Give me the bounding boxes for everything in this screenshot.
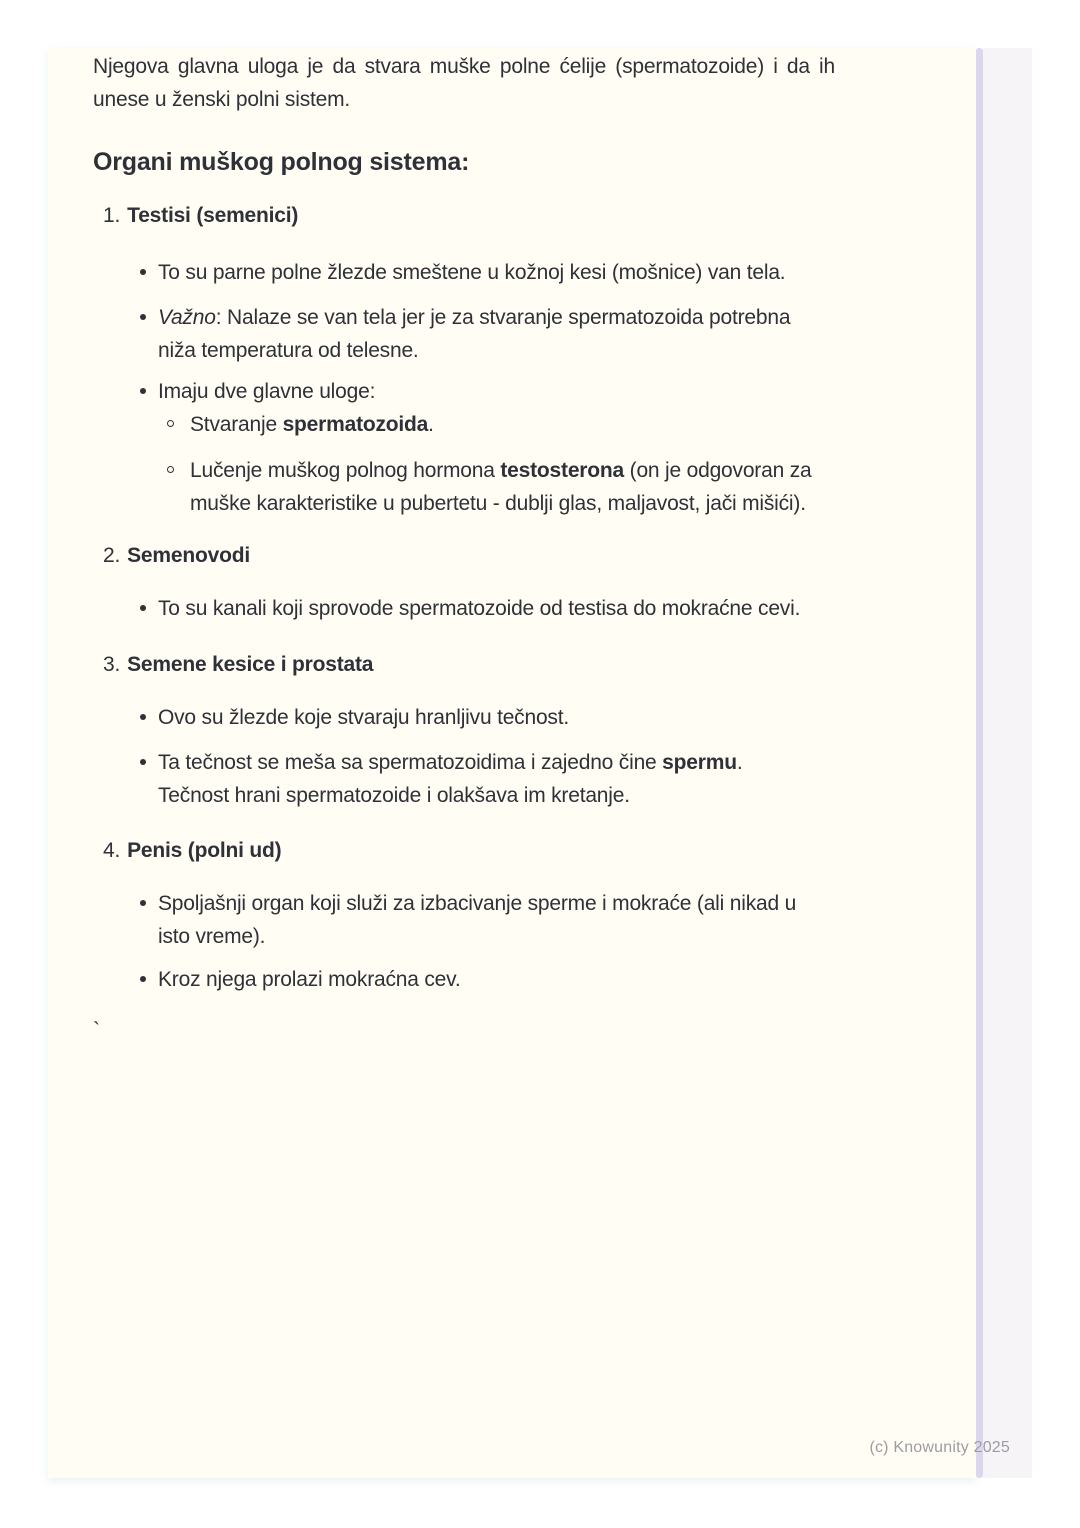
text-segment: . [428, 413, 434, 436]
text-line: To su kanali koji sprovode spermatozoide od testisa do mokraćne cevi. [158, 597, 801, 620]
text-line [190, 408, 835, 441]
bold-text: spermu [662, 751, 737, 774]
list-item-title [93, 834, 835, 867]
list-item [93, 963, 835, 996]
intro-line: unese u ženski polni sistem. [93, 88, 351, 111]
bold-text: spermatozoida [282, 413, 429, 436]
list-item [93, 887, 835, 953]
bullet-circle-icon [167, 420, 174, 427]
bullet-dot-icon [140, 314, 146, 320]
text-line: Tečnost hrani spermatozoide i olakšava im kretanje. [158, 784, 630, 807]
text-line [158, 746, 835, 779]
document-page [48, 48, 976, 1478]
text-line [158, 301, 835, 334]
text-segment: Stvaranje [190, 413, 283, 436]
document-content [93, 50, 835, 1047]
list-item-title [93, 648, 835, 681]
bold-text: testosterona [500, 459, 625, 482]
bullet-dot-icon [140, 605, 146, 611]
list-item [93, 375, 835, 408]
text-line: To su parne polne žlezde smeštene u kožnoj kesi (mošnice) van tela. [158, 261, 786, 284]
section-heading: Organi muškog polnog sistema: [93, 148, 470, 176]
sub-list-item [93, 454, 835, 520]
item-number: 4. [103, 839, 121, 862]
list-item [93, 256, 835, 289]
text-line: muške karakteristike u pubertetu - dublji glas, maljavost, jači mišići). [190, 492, 806, 515]
sub-list-item [93, 408, 835, 441]
text-line [190, 454, 835, 487]
bullet-dot-icon [140, 269, 146, 275]
bullet-dot-icon [140, 759, 146, 765]
text-segment: Ta tečnost se meša sa spermatozoidima i zajedno čine [158, 751, 663, 774]
item-number: 3. [103, 653, 121, 676]
list-item [93, 592, 835, 625]
list-item-title [93, 199, 835, 232]
text-segment: : Nalaze se van tela jer je za stvaranje spermatozoida potrebna [215, 306, 791, 329]
bullet-dot-icon [140, 714, 146, 720]
bullet-dot-icon [140, 900, 146, 906]
item-title-text: Penis (polni ud) [127, 839, 282, 862]
bullet-circle-icon [167, 466, 174, 473]
list-item [93, 701, 835, 734]
bullet-dot-icon [140, 388, 146, 394]
list-item [93, 746, 835, 812]
emphasized-text: Važno [158, 306, 216, 329]
text-line: niža temperatura od telesne. [158, 339, 419, 362]
text-line: Spoljašnji organ koji služi za izbacivanje sperme i mokraće (ali nikad u [158, 892, 797, 915]
text-line: Imaju dve glavne uloge: [158, 380, 376, 403]
watermark: (c) Knowunity 2025 [869, 1439, 1010, 1456]
intro-line: Njegova glavna uloga je da stvara muške polne ćelije (spermatozoide) i da ih [93, 55, 835, 78]
scrollbar-thumb[interactable] [976, 48, 983, 1478]
item-title-text: Testisi (semenici) [127, 204, 299, 227]
stray-character: ` [93, 1019, 100, 1042]
bullet-dot-icon [140, 976, 146, 982]
text-line: Ovo su žlezde koje stvaraju hranljivu tečnost. [158, 706, 570, 729]
text-line: Kroz njega prolazi mokraćna cev. [158, 968, 461, 991]
list-item [93, 301, 835, 367]
list-item-title [93, 539, 835, 572]
item-number: 2. [103, 544, 121, 567]
text-line: isto vreme). [158, 925, 266, 948]
item-title-text: Semenovodi [127, 544, 250, 567]
side-panel [983, 48, 1032, 1478]
text-segment: Lučenje muškog polnog hormona [190, 459, 501, 482]
text-segment: (on je odgovoran za [624, 459, 812, 482]
item-number: 1. [103, 204, 121, 227]
text-segment: . [736, 751, 743, 774]
item-title-text: Semene kesice i prostata [127, 653, 374, 676]
